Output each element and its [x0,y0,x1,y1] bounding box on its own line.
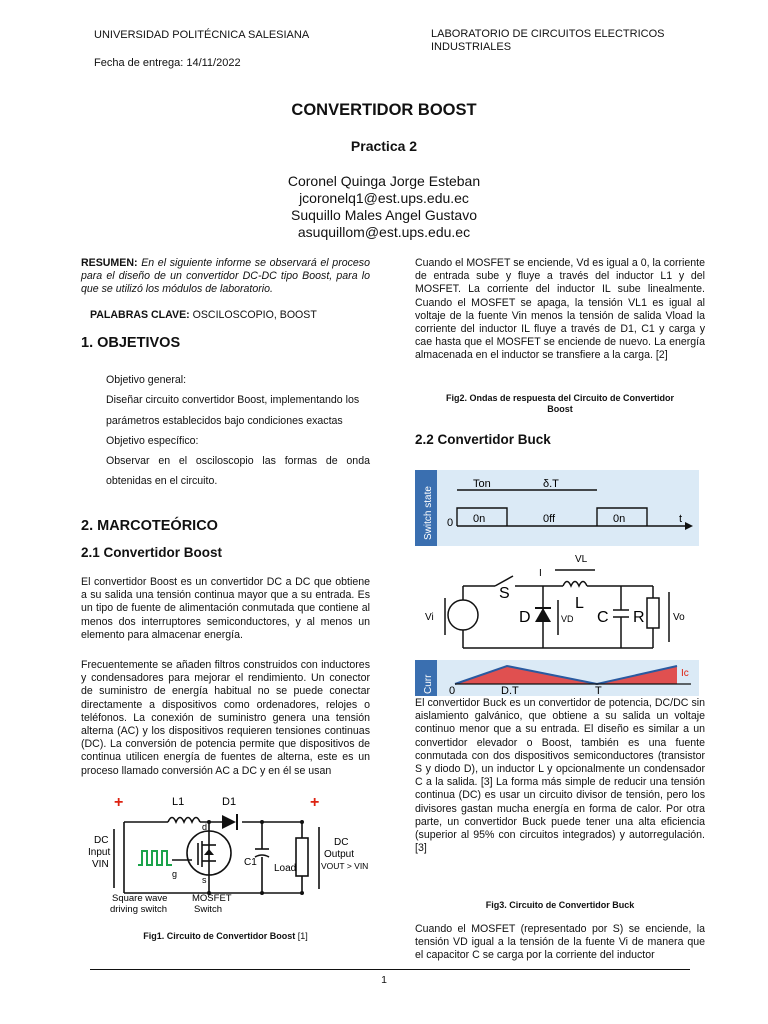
fig2-caption-line1: Fig2. Ondas de respuesta del Circuito de Convertidor [445,393,675,403]
section-theory-title: 2. MARCOTEÓRICO [81,518,218,534]
fig1-caption [81,931,370,941]
footer-divider [90,969,690,970]
page-subtitle: Practica 2 [350,138,418,154]
fig3-i: I [539,568,542,579]
abstract-text: En el siguiente informe se observará el proceso para el diseño de un convertidor DC-DC tipo Boost, para lo que se utilizó los módulos de laboratorio. [81,257,370,296]
fig1-d-pin: d [202,822,208,832]
abstract-label: RESUMEN: [81,257,138,269]
fig3-vl: VL [575,554,588,565]
author-email-2: asuquillom@est.ups.edu.ec [297,224,471,240]
fig1-dc-input-1: DC [94,835,109,846]
fig1-c1: C1 [244,857,257,868]
fig1-label-l1: L1 [172,796,185,808]
fig1-s-pin: s [202,875,207,885]
fig3-switch-state: Switch state [423,486,434,540]
header-lab-line2: INDUSTRIALES [431,41,512,53]
objectives-line-5: Observar en el osciloscopio las formas de onda [106,455,370,468]
figure-buck-circuit [415,470,699,696]
fig1-g-pin: g [172,869,178,879]
fig1-dc-input-2: Input [88,847,111,858]
fig1-caption-text: Fig1. Circuito de Convertidor Boost [143,931,296,941]
keywords-text: OSCILOSCOPIO, BOOST [192,309,317,321]
fig3-caption: Fig3. Circuito de Convertidor Buck [485,900,635,910]
section-boost-title: 2.1 Convertidor Boost [81,545,223,560]
fig3-c: C [597,609,609,626]
header-due-date: Fecha de entrega: 14/11/2022 [94,57,241,69]
mosfet-paragraph: Cuando el MOSFET se enciende, Vd es igual a 0, la corriente de entrada sube y fluye a través del inductor L1 y del MOSFET. La corriente del inductor IL sube linealmente. Cuando el MOSFET se apaga, la tensión VL1 es igual al voltaje de la fuente Vin menos la tensión de salida Vload la corriente del inductor IL fluye a través de D1, C1 y carga y cae hasta que el MOSFET se enciende de nuevo. La energía almacenada en el inductor se transfiere a la carga. [2] [415,257,705,362]
fig1-label-d1: D1 [222,796,237,808]
figure-boost-circuit [84,793,376,917]
fig3-dt2: D.T [501,685,519,696]
author-block [0,173,768,241]
page-number: 1 [381,974,387,986]
fig3-off: 0ff [543,513,556,525]
objectives-line-3: parámetros establecidos bajo condiciones exactas [106,414,343,427]
fig3-r: R [633,609,645,626]
buck-paragraph-1: El convertidor Buck es un convertidor de potencia, DC/DC sin aislamiento galvánico, que obtiene a su salida un voltaje continuo menor que a su entrada. El diseño es similar a un convertidor elevador o Boost, también es una fuente conmutada con dos dispositivos semiconductores (transistor S y diodo D), un inductor L y opcionalmente un condensador C a la salida. [3] La forma más simple de reducir una tensión continua (DC) es usar un circuito divisor de tensión, pero los divisores gastan mucha energía en forma de calor. Por otra parte, un convertidor Buck puede tener una alta eficiencia (superior al 95% con circuitos integrados) y autorregulación. [3] [415,697,705,855]
fig1-mosfet-2: Switch [194,904,222,915]
objectives-line-2: Diseñar circuito convertidor Boost, implementando los [106,394,360,407]
fig1-mosfet-1: MOSFET [192,893,232,904]
objectives-list [106,370,370,492]
boost-paragraph-2: Frecuentemente se añaden filtros construidos con inductores y condensadores para mejorar el rendimiento. Un conector de suministro de energía habitual no se puede conectar directamente a dispositivos como ordenadores, relojes o teléfonos. La conexión de suministro genera una tensión alterna (AC) y los dispositivos requieren tensiones continuas (DC). La conversión de potencia permite que dispositivos de continua utilicen energía de fuentes de alterna, este es un proceso llamado conversión AC a DC y en él se usan [81,659,370,777]
author-email-1: jcoronelq1@est.ups.edu.ec [299,190,469,206]
objectives-line-1: Objetivo general: [106,374,187,386]
fig1-plus-left: + [114,794,124,811]
fig1-load: Load [274,863,297,874]
header-university: UNIVERSIDAD POLITÉCNICA SALESIANA [94,29,310,41]
fig3-vd: VD [561,614,574,624]
header-lab-line1: LABORATORIO DE CIRCUITOS ELECTRICOS [431,28,665,40]
fig3-ic: Ic [681,668,689,679]
fig3-vi: Vi [425,612,434,623]
fig3-vo: Vo [673,612,685,623]
boost-paragraph-1: El convertidor Boost es un convertidor DC a DC que obtiene a su salida una tensión continua mayor que a su entrada. Es un tipo de fuente de alimentación conmutada que contiene al menos dos interruptores semiconductores, y al menos un elemento para almacenar energía. [81,576,370,641]
fig1-caption-ref: [1] [295,931,308,941]
fig1-vout: VOUT > VIN [321,861,369,871]
fig3-zero2: 0 [449,685,456,696]
fig3-zero: 0 [447,517,454,529]
fig3-curr: Curr [423,674,434,694]
fig1-dc-output-2: Output [324,849,355,860]
fig2-caption [415,393,705,415]
fig3-ton: Ton [473,478,491,490]
fig1-square-2: driving switch [110,904,168,915]
buck-paragraph-2: Cuando el MOSFET (representado por S) se enciende, la tensión VD igual a la tensión de la fuente Vi de manera que el capacitor C se carga por la corriente del inductor [415,923,705,962]
fig3-t: t [679,513,683,525]
fig3-d: D [519,609,531,626]
author-name-2: Suquillo Males Angel Gustavo [291,207,477,223]
keywords-label: PALABRAS CLAVE: [90,309,190,321]
fig3-s: S [499,585,510,602]
page-title: CONVERTIDOR BOOST [291,101,477,119]
fig1-square-1: Square wave [112,893,168,904]
fig1-vin: VIN [92,859,109,870]
fig3-l: L [575,595,584,612]
fig2-caption-line2: Boost [547,404,573,414]
author-name-1: Coronel Quinga Jorge Esteban [287,173,481,189]
fig1-dc-output-1: DC [334,837,349,848]
fig1-plus-right: + [310,794,320,811]
section-objectives-title: 1. OBJETIVOS [81,335,181,351]
objectives-line-6: obtenidas en el circuito. [106,475,218,488]
objectives-line-4: Objetivo específico: [106,434,199,447]
abstract [81,257,370,297]
fig3-on2: 0n [613,513,626,525]
keywords [90,309,317,322]
section-buck-title: 2.2 Convertidor Buck [415,432,551,447]
fig3-t2: T [595,685,602,696]
fig3-on1: 0n [473,513,486,525]
fig3-dt: δ.T [543,478,559,490]
